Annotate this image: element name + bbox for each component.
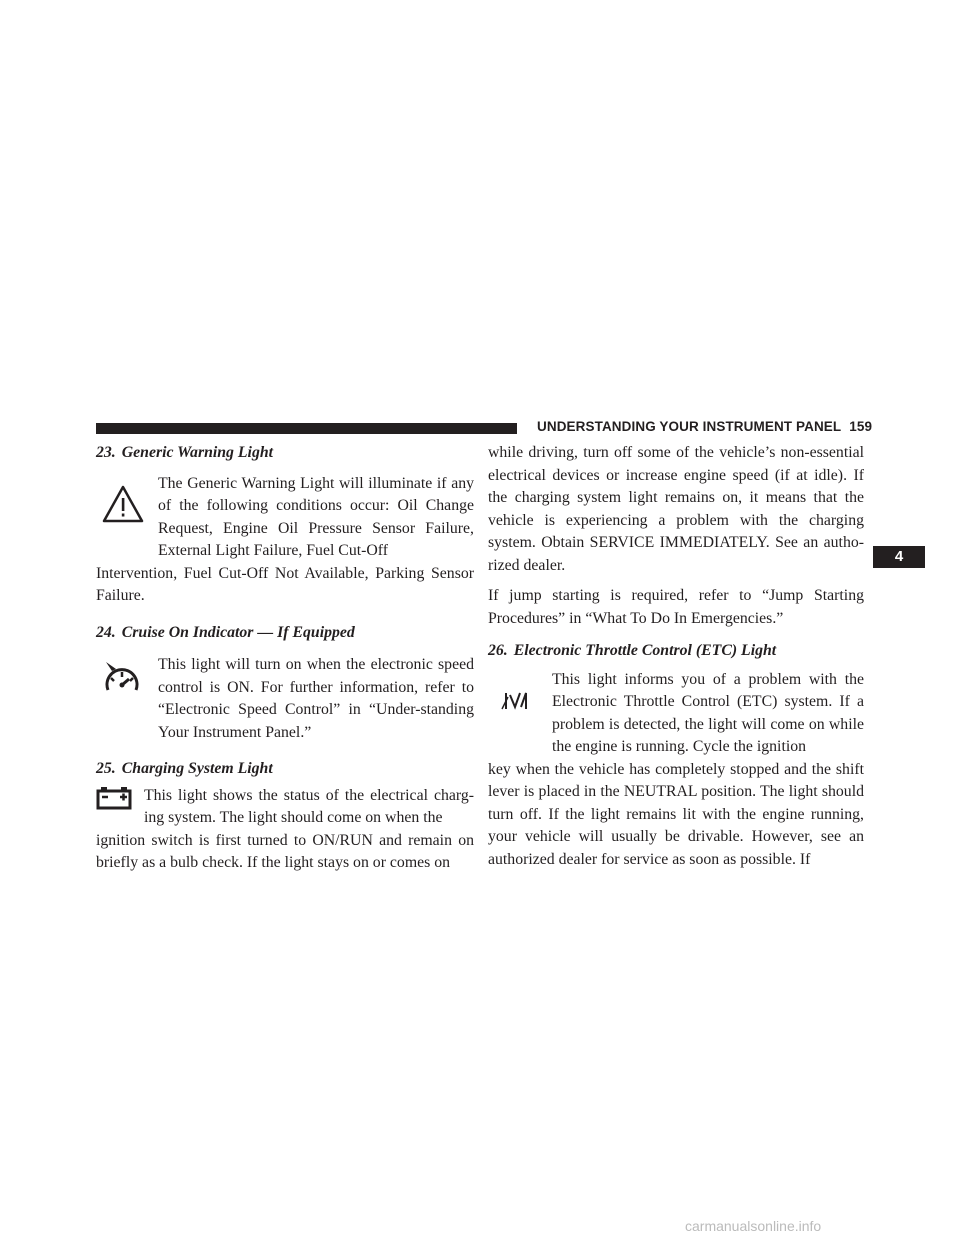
- page-number: 159: [849, 419, 873, 434]
- section-title: UNDERSTANDING YOUR INSTRUMENT PANEL: [537, 419, 842, 434]
- item-26-heading: 26. Electronic Throttle Control (ETC) Light: [488, 642, 777, 659]
- speedometer-icon: [96, 654, 150, 710]
- item-23-text-cont: Intervention, Fuel Cut-Off Not Available, Parking Sensor Failure.: [96, 564, 474, 604]
- item-23-heading: 23. Generic Warning Light: [96, 444, 274, 461]
- item-26-text: This light informs you of a problem with the Electronic Throttle Control (ETC) system. If a problem is detected, the light will come on while the engine is running. Cycle the ignition: [552, 670, 864, 755]
- item-25-continuation: while driving, turn off some of the vehicle’s non-essential electrical devices or increase engine speed (if at idle). If the charging system light remains on, it means that the vehicle is experiencing a problem with the charging system. Obtain SERVICE IMMEDIATELY. See an autho-rized dealer.: [488, 444, 864, 574]
- item-25-text: This light shows the status of the electrical charg-ing system. The light should come on when the: [144, 786, 474, 826]
- item-25-heading: 25. Charging System Light: [96, 760, 273, 777]
- header-rule-end: [513, 423, 517, 434]
- watermark: carmanualsonline.info: [685, 1218, 822, 1234]
- jump-start-paragraph: If jump starting is required, refer to “Jump Starting Procedures” in “What To Do In Emergencies.”: [488, 587, 864, 627]
- header-rule: [96, 423, 513, 434]
- chapter-tab: 4: [873, 546, 925, 568]
- warning-triangle-icon: [96, 473, 150, 535]
- running-header: [537, 419, 872, 434]
- item-24-heading: 24. Cruise On Indicator — If Equipped: [96, 623, 355, 641]
- battery-icon: [96, 787, 134, 811]
- item-24-text: This light will turn on when the electronic speed control is ON. For further information, refer to “Electronic Speed Control” in “Under-standing Your Instrument Panel.”: [158, 656, 474, 741]
- item-25-text-cont: ignition switch is first turned to ON/RUN and remain on briefly as a bulb check. If the light stays on or comes on: [96, 831, 474, 871]
- item-26-text-cont: key when the vehicle has completely stopped and the shift lever is placed in the NEUTRAL position. The light should turn off. If the light remains lit with the engine running, your vehicle will usually be drivable. However, see an authorized dealer for service as soon as possible. If: [488, 760, 864, 868]
- item-23-text: The Generic Warning Light will illuminate if any of the following conditions occur: Oil Change Request, Engine Oil Pressure Sensor Failure, External Light Failure, Fuel Cut-Off: [158, 474, 474, 559]
- left-column: [96, 442, 474, 875]
- throttle-control-icon: [488, 669, 540, 729]
- right-column: [488, 442, 864, 871]
